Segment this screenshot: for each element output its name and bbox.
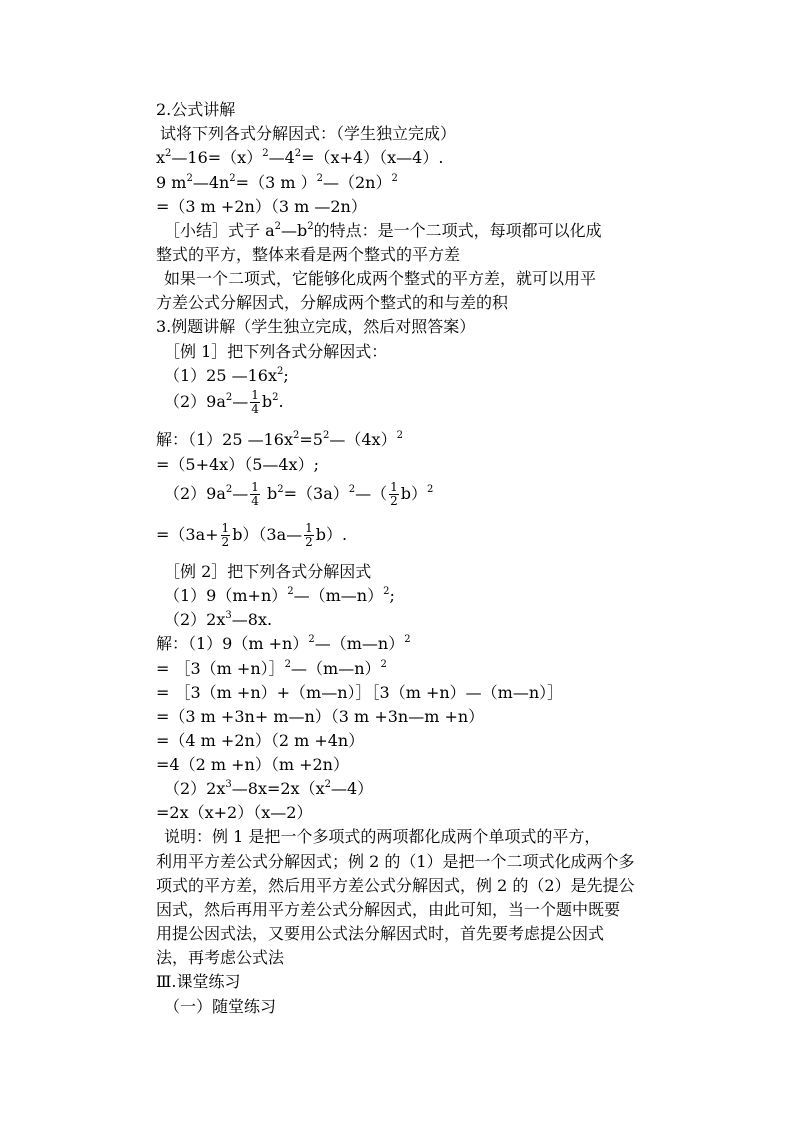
example-2-solution-1: 解：$(1)9(m +n)^2—(m—n)^2$ (156, 634, 411, 653)
note-line-6: 法，再考虑公式法 (156, 948, 285, 967)
example-1-problem-2: $(2)9a^2—$ $\frac{1}{4}$ $b^2$. (164, 388, 284, 416)
note-line-5: 用提公因式法，又要用公式法分解因式时，首先要考虑提公因式 (156, 924, 605, 943)
example-1-title: ［例 1］把下列各式分解因式： (164, 342, 388, 361)
example-1-solution-1: 解：（1）25 $—16x^2=5^2—(4x)^2$ (156, 430, 403, 449)
heading-examples: 3.例题讲解（学生独立完成，然后对照答案） (156, 317, 476, 336)
example-2-solution-5: =（4 m +2n）（2 m +4n） (156, 731, 365, 750)
example-1-solution-4: =（3a+ $\frac{1}{2}$ b）（3a— $\frac{1}{2}$ b）. (156, 521, 348, 549)
rule-line-2: 方差公式分解因式，分解成两个整式的和与差的积 (156, 293, 509, 312)
heading-class-practice: Ⅲ.课堂练习 (156, 972, 241, 991)
example-2-solution-4: =（3 m +3n+ m—n）（3 m +3n—m +n） (156, 707, 485, 726)
heading-formula-explanation: 2.公式讲解 (156, 100, 236, 119)
example-2-problem-2: $(2)2x^3—8x$. (164, 610, 273, 629)
formula-line-3: =（3 m +2n）（3 m —2n） (156, 197, 367, 216)
summary-line-1: ［小结］式子 $a^2—b^2$的特点：是一个二项式，每项都可以化成 (164, 221, 602, 240)
note-line-1: 说明：例 1 是把一个多项式的两项都化成两个单项式的平方， (164, 827, 601, 846)
fraction: $\frac{1}{2}$ (305, 521, 313, 549)
note-line-2: 利用平方差公式分解因式；例 2 的（1）是把一个二项式化成两个多 (156, 852, 635, 871)
formula-line-1: $x^2—16=(x)^2—4^2=(x+4)(x—4)$. (156, 148, 444, 167)
fraction: $\frac{1}{4}$ (251, 480, 259, 508)
example-2-solution-7: $(2)2x^3—8x=2x(x^2—4)$ (164, 779, 374, 798)
intro-line: 试将下列各式分解因式：（学生独立完成） (160, 124, 457, 143)
note-line-3: 项式的平方差，然后用平方差公式分解因式，例 2 的（2）是先提公 (156, 876, 635, 895)
subheading-follow-up-practice: （一）随堂练习 (164, 997, 277, 1016)
example-2-title: ［例 2］把下列各式分解因式 (164, 562, 372, 581)
example-2-solution-2: = ［3（m +n）］$^2$—（m—n）$^2$ (156, 659, 387, 678)
example-1-problem-1: （1）25 $—16x^2$; (164, 366, 289, 385)
example-2-solution-8: =2x（x+2）（x—2） (156, 803, 313, 822)
formula-line-2: 9 $m^2—4n^2=(3$ m ）$^2—(2n)^2$ (156, 173, 398, 192)
example-2-problem-1: $(1)9(m+n)^2—(m—n)^2$; (164, 586, 395, 605)
fraction: $\frac{1}{2}$ (221, 521, 230, 549)
example-2-solution-6: =4（2 m +n）（m +2n） (156, 755, 349, 774)
summary-line-2: 整式的平方，整体来看是两个整式的平方差 (156, 245, 461, 264)
fraction: $\frac{1}{2}$ (390, 480, 398, 508)
note-line-4: 因式，然后再用平方差公式分解因式，由此可知，当一个题中既要 (156, 900, 621, 919)
fraction: $\frac{1}{4}$ (251, 388, 259, 416)
example-1-solution-3: $(2)9a^2—$ $\frac{1}{4}$ $b^2=(3a)^2—$（ $\frac{1}{2}$ b）$^2$ (164, 480, 434, 508)
example-2-solution-3: = ［3（m +n）+（m—n）］［3（m +n）—（m—n）］ (156, 683, 564, 702)
rule-line-1: 如果一个二项式，它能够化成两个整式的平方差，就可以用平 (164, 269, 597, 288)
example-1-solution-2: =（5+4x）（5—4x）; (156, 455, 319, 474)
